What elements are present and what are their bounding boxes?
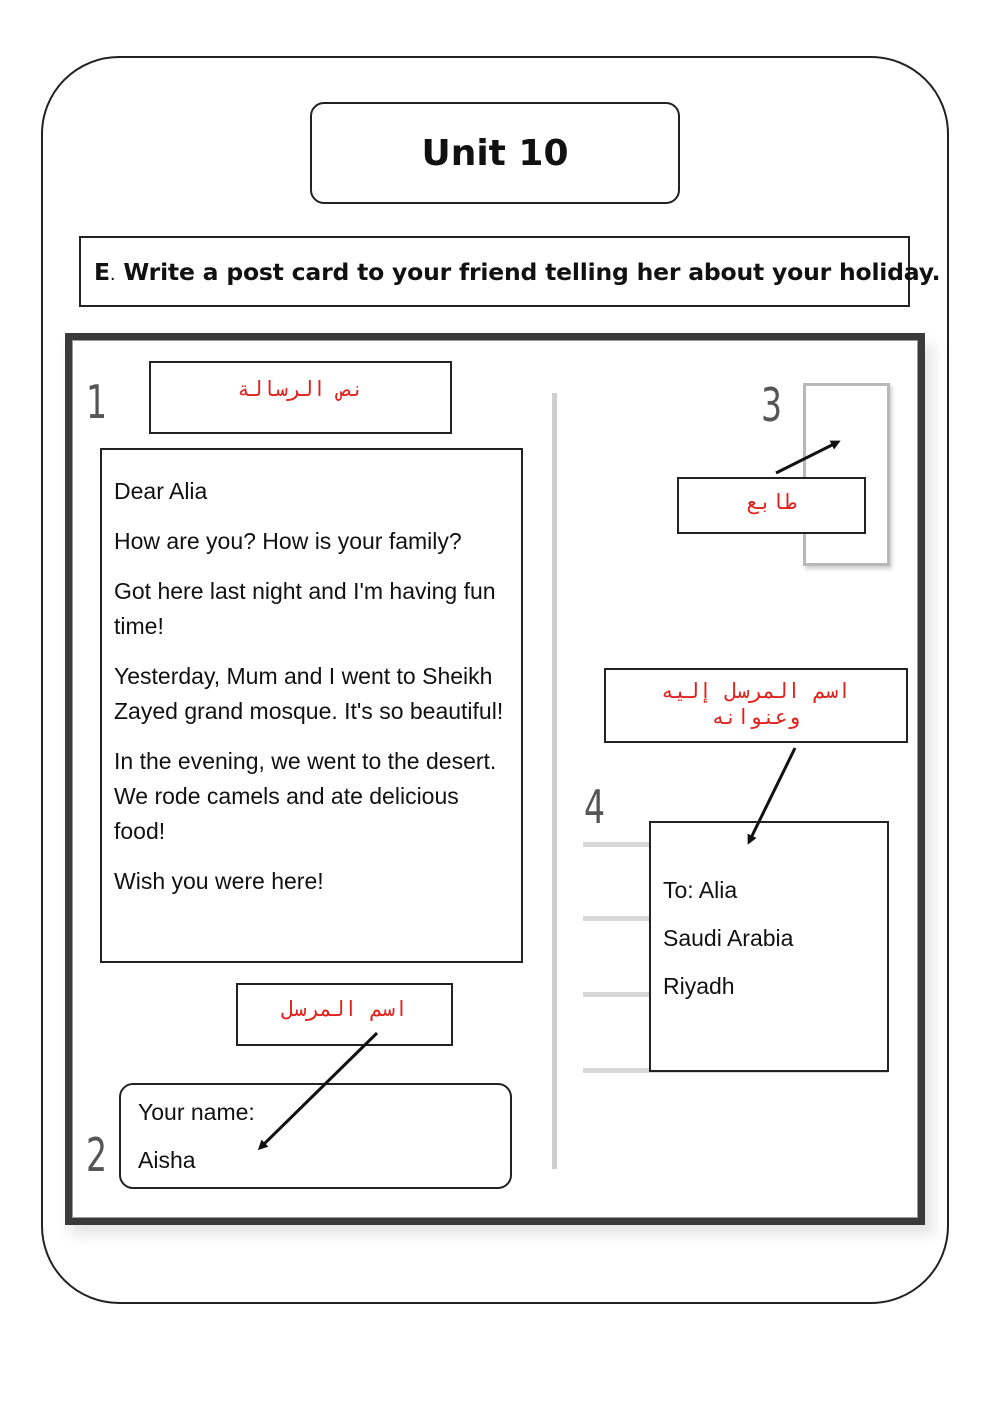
recipient-arrow (749, 748, 795, 842)
letter-paragraph: How are you? How is your family? (114, 528, 462, 554)
letter-paragraph: Wish you were here! (114, 868, 324, 894)
address-line-text: Riyadh (663, 973, 735, 999)
stamp-arrow (776, 442, 838, 473)
message-body-label: نص الرسالة (237, 377, 364, 401)
sender-arrow (260, 1033, 377, 1148)
recipient-label-line2: وعنوانه (711, 705, 801, 729)
address-line-text: To: Alia (663, 877, 738, 903)
letter-paragraph: In the evening, we went to the desert. We rode camels and ate delicious food! (114, 748, 497, 844)
instruction-letter: E (94, 257, 110, 286)
sender-label: اسم المرسل (281, 997, 408, 1021)
sender-name-label: Your name: (138, 1099, 255, 1125)
instruction-dot: . (109, 263, 116, 285)
section-number-3: 3 (761, 378, 783, 432)
instruction-body: Write a post card to your friend telling her about your holiday. (115, 257, 941, 286)
stamp-label: طابع (746, 490, 797, 514)
section-number-1: 1 (86, 375, 108, 429)
recipient-label-line1: اسم المرسل إليه (661, 679, 851, 703)
section-number-2: 2 (86, 1128, 108, 1182)
letter-paragraph: Got here last night and I'm having fun time! (114, 578, 496, 639)
letter-paragraph: Dear Alia (114, 478, 208, 504)
letter-paragraph: Yesterday, Mum and I went to Sheikh Zayed grand mosque. It's so beautiful! (114, 663, 504, 724)
address-line-text: Saudi Arabia (663, 925, 794, 951)
page-title: Unit 10 (421, 132, 569, 174)
section-number-4: 4 (584, 780, 606, 834)
sender-name: Aisha (138, 1147, 196, 1173)
